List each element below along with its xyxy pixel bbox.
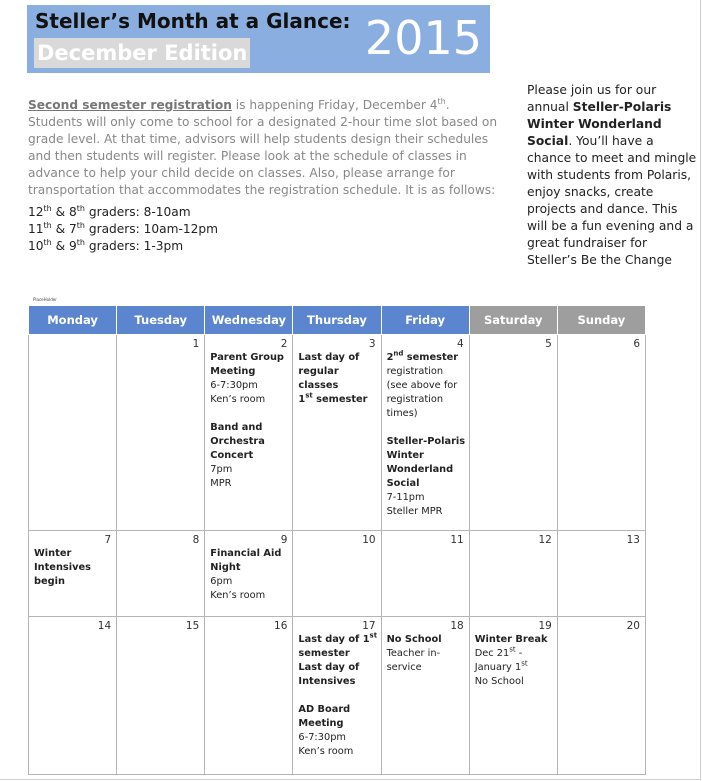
calendar-day-cell: [117, 531, 205, 617]
day-header-friday: Friday: [381, 306, 469, 335]
event-line: Meeting: [210, 366, 256, 377]
event-line: Social: [386, 478, 420, 489]
calendar-day-cell: [293, 617, 381, 775]
day-number: 8: [192, 534, 200, 546]
calendar-day-cell: [469, 617, 557, 775]
day-header-tuesday: Tuesday: [117, 306, 205, 335]
day-number: 2: [280, 338, 288, 350]
calendar-day-cell: [29, 531, 117, 617]
calendar-day-cell: [117, 335, 205, 531]
calendar-table: [28, 305, 646, 775]
event-line: semester: [298, 648, 350, 659]
event-line: Winter Break: [474, 634, 548, 645]
event-line: regular classes: [298, 366, 339, 391]
calendar-day-cell: [29, 335, 117, 531]
day-number: 9: [280, 534, 288, 546]
event-line: 7-11pm: [386, 492, 425, 503]
day-number: 19: [538, 620, 552, 632]
day-header-saturday: Saturday: [469, 306, 557, 335]
placeholder-label: PlaceHolder: [33, 297, 57, 302]
event-line: Orchestra: [210, 436, 265, 447]
event-line: Night: [210, 562, 241, 573]
calendar-body: [29, 335, 646, 775]
event-line: Parent Group: [210, 352, 284, 363]
event-line: Winter: [34, 548, 72, 559]
calendar-day-cell: [469, 335, 557, 531]
event-line: registration: [386, 394, 444, 405]
calendar-day-cell: [29, 617, 117, 775]
day-number: 14: [97, 620, 112, 632]
day-number: 10: [362, 534, 376, 546]
event-line: Band and: [210, 422, 263, 433]
event-line: No School: [386, 634, 442, 645]
registration-sup: th: [437, 96, 446, 106]
page-title: Steller’s Month at a Glance:: [35, 9, 351, 33]
calendar-day-cell: [381, 531, 469, 617]
day-number: 18: [450, 620, 464, 632]
day-number: 20: [626, 620, 640, 632]
event-line: 2nd semester: [386, 349, 459, 363]
day-number: [34, 337, 111, 351]
calendar-header-row: [29, 306, 646, 335]
day-number: 17: [362, 620, 376, 632]
calendar-day-cell: [205, 617, 293, 775]
event-line: [387, 421, 466, 435]
event-line: Steller-Polaris: [386, 436, 466, 447]
registration-text-2: . Students will only come to school for a designated 2-hour time slot based on grade level. At that time, advisors will help students design their schedules and then students will register. Please look at the schedule of classes in advance to help your child decide on classes. Also, please arrange for transportation that accommodates the registration schedule. It is as follows:: [28, 98, 498, 197]
calendar-day-cell: [205, 335, 293, 531]
announcement-pre: Please join us for our annual: [527, 83, 657, 114]
event-line: registration: [386, 366, 444, 377]
event-line: Teacher in-: [386, 648, 441, 659]
calendar-day-cell: [293, 531, 381, 617]
announcement-event: Steller-Polaris Winter Wonderland Social: [527, 100, 672, 148]
calendar-week: [29, 335, 646, 531]
event-line: Last day of 1st: [298, 631, 378, 645]
calendar-day-cell: [381, 617, 469, 775]
calendar-week: [29, 531, 646, 617]
schedule-line: 12th & 8th graders: 8-10am: [28, 203, 191, 219]
registration-label: Second semester registration: [28, 98, 232, 112]
day-number: 16: [274, 620, 288, 632]
day-header-monday: Monday: [29, 306, 117, 335]
day-header-wednesday: Wednesday: [205, 306, 293, 335]
event-line: No School: [474, 676, 524, 687]
event-line: Intensives: [34, 562, 91, 573]
registration-paragraph: [28, 97, 498, 199]
day-header-sunday: Sunday: [557, 306, 645, 335]
calendar-day-cell: [557, 335, 645, 531]
calendar-day-cell: [557, 617, 645, 775]
event-line: service: [386, 662, 422, 673]
event-line: begin: [34, 576, 66, 587]
event-line: Steller MPR: [386, 506, 443, 517]
registration-text-1: is happening Friday, December 4: [231, 98, 438, 112]
day-number: 4: [457, 338, 464, 350]
calendar-day-cell: [205, 531, 293, 617]
announcement-post: . You’ll have a chance to meet and mingle with students from Polaris, enjoy snacks, create projects and dance. This will be a fun evening and a great fundraiser for Steller’s Be the Change: [527, 134, 697, 267]
social-announcement: [527, 82, 697, 269]
day-number: 5: [545, 338, 552, 350]
event-line: [298, 689, 377, 703]
event-line: Intensives: [298, 676, 356, 687]
event-line: Ken’s room: [210, 590, 266, 601]
day-number: 3: [368, 338, 376, 350]
event-line: January 1st: [474, 659, 528, 673]
event-line: MPR: [210, 478, 232, 489]
event-line: 6-7:30pm: [298, 732, 346, 743]
calendar-day-cell: [557, 531, 645, 617]
event-line: Concert: [210, 450, 254, 461]
calendar-day-cell: [293, 335, 381, 531]
calendar-day-cell: [381, 335, 469, 531]
event-line: Last day of: [298, 352, 360, 363]
event-line: times): [386, 408, 418, 419]
calendar-day-cell: [117, 617, 205, 775]
day-number: 1: [192, 338, 200, 350]
event-line: 1st semester: [298, 391, 368, 405]
event-line: Wonderland: [386, 464, 454, 475]
schedule-line: 11th & 7th graders: 10am-12pm: [28, 220, 218, 236]
registration-schedule: [28, 204, 218, 255]
event-line: 6-7:30pm: [210, 380, 258, 391]
event-line: Ken’s room: [298, 746, 354, 757]
header-banner: [27, 5, 490, 73]
event-line: Last day of: [298, 662, 360, 673]
calendar-week: [29, 617, 646, 775]
event-line: Ken’s room: [210, 394, 266, 405]
edition-subtitle: December Edition: [34, 38, 250, 68]
event-line: 7pm: [210, 464, 233, 475]
day-header-thursday: Thursday: [293, 306, 381, 335]
event-line: Dec 21st -: [474, 645, 523, 659]
event-line: Financial Aid: [210, 548, 282, 559]
day-number: 12: [538, 534, 552, 546]
day-number: 7: [104, 534, 112, 546]
schedule-line: 10th & 9th graders: 1-3pm: [28, 237, 184, 253]
day-number: 11: [450, 534, 464, 546]
event-line: 6pm: [210, 576, 233, 587]
event-line: [210, 407, 289, 421]
event-line: Winter: [386, 450, 424, 461]
day-number: 13: [626, 534, 640, 546]
event-line: AD Board: [298, 704, 351, 715]
calendar-day-cell: [469, 531, 557, 617]
event-line: (see above for: [386, 380, 458, 391]
event-line: Meeting: [298, 718, 344, 729]
day-number: 6: [633, 338, 640, 350]
day-number: 15: [185, 620, 200, 632]
year-label: 2015: [364, 11, 482, 65]
